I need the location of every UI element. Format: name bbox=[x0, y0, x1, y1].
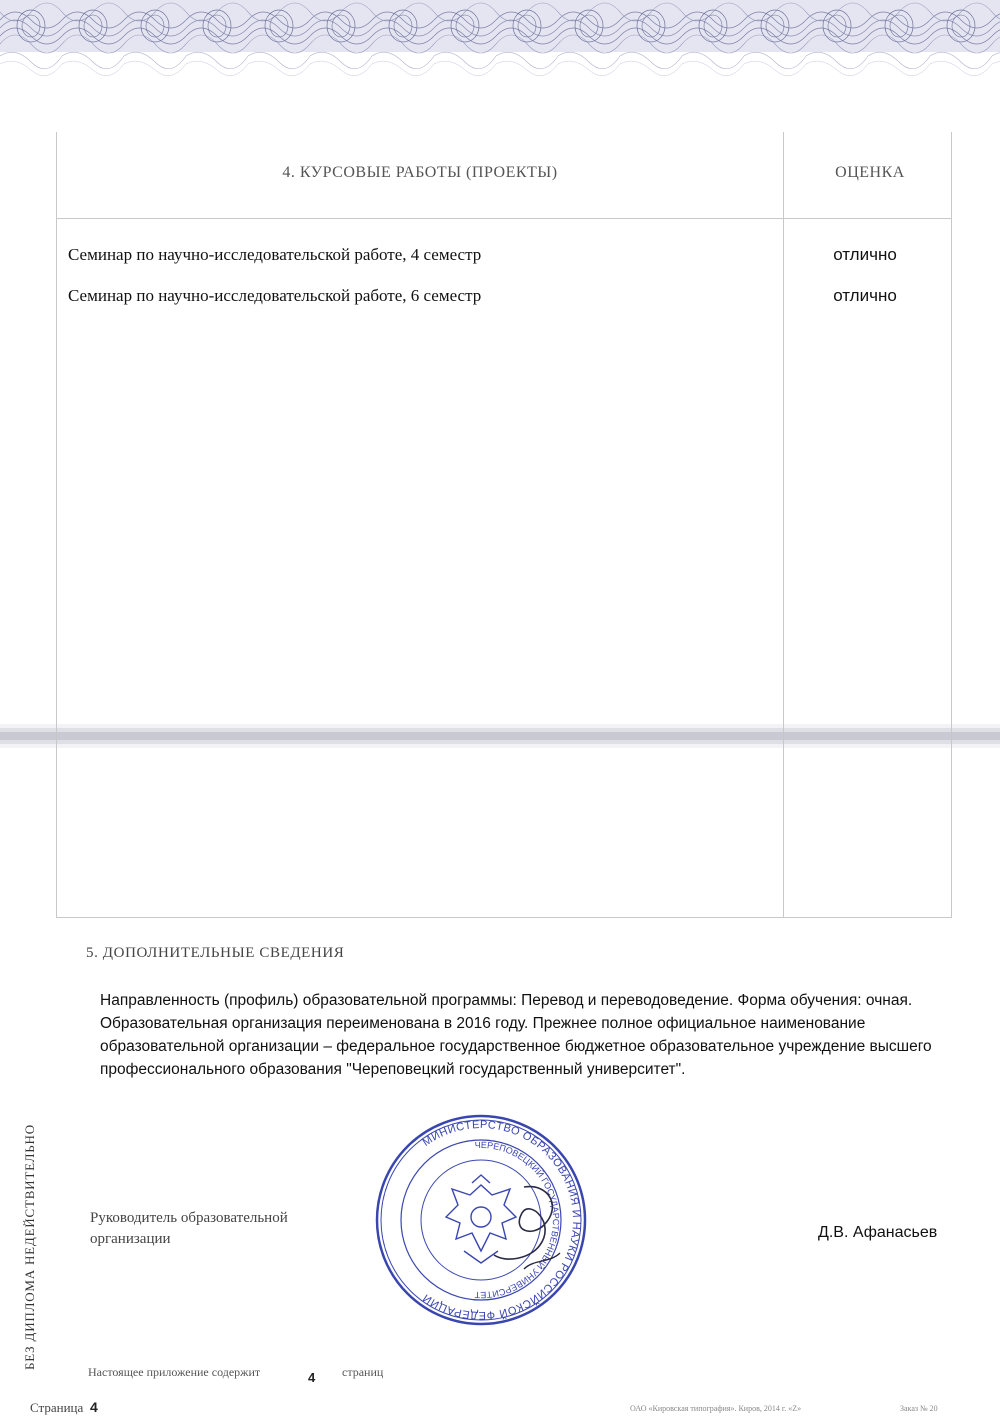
side-validity-note: БЕЗ ДИПЛОМА НЕДЕЙСТВИТЕЛЬНО bbox=[22, 1124, 37, 1370]
additional-info bbox=[100, 989, 950, 1081]
table-header-rule bbox=[56, 218, 952, 219]
table-header-grade: ОЦЕНКА bbox=[835, 164, 905, 181]
table-column-divider bbox=[783, 132, 784, 918]
info-paragraph-profile: Направленность (профиль) образовательной программы: Перевод и переводоведение. Форма обучения: очная. bbox=[100, 992, 913, 1009]
footer-contains-label: Настоящее приложение содержит bbox=[88, 1365, 261, 1379]
svg-text:МИНИСТЕРСТВО ОБРАЗОВАНИЯ И НАУ: МИНИСТЕРСТВО ОБРАЗОВАНИЯ И НАУКИ РОССИЙСКОЙ ФЕДЕРАЦИИ bbox=[420, 1118, 583, 1322]
page-number: 4 bbox=[90, 1399, 98, 1415]
info-paragraph-rename: Образовательная организация переименована в 2016 году. Прежнее полное официальное наименование образовательной организации – федеральное государственное бюджетное образовательное учреждение высшего профессионального образования "Череповецкий государственный университет". bbox=[100, 1015, 932, 1078]
footer-page-count: 4 bbox=[308, 1370, 316, 1385]
table-row-grade: отлично bbox=[833, 245, 897, 264]
guilloche-border bbox=[0, 0, 1000, 82]
printer-imprint: ОАО «Кировская типография». Киров, 2014 г. «Z» bbox=[630, 1404, 802, 1413]
table-row-name: Семинар по научно-исследовательской работе, 4 семестр bbox=[68, 245, 482, 264]
page-label: Страница bbox=[30, 1400, 84, 1415]
footer-pages-label: страниц bbox=[342, 1365, 384, 1379]
signature-label: Руководитель образовательной организации bbox=[90, 1210, 288, 1247]
table-row-name: Семинар по научно-исследовательской работе, 6 семестр bbox=[68, 286, 482, 305]
svg-text:ЧЕРЕПОВЕЦКИЙ ГОСУДАРСТВЕННЫЙ У: ЧЕРЕПОВЕЦКИЙ ГОСУДАРСТВЕННЫЙ УНИВЕРСИТЕТ bbox=[474, 1139, 562, 1301]
table-header-coursework: 4. КУРСОВЫЕ РАБОТЫ (ПРОЕКТЫ) bbox=[282, 164, 558, 181]
order-number: Заказ № 20 bbox=[900, 1404, 938, 1413]
table-row-grade: отлично bbox=[833, 286, 897, 305]
section-5-title: 5. ДОПОЛНИТЕЛЬНЫЕ СВЕДЕНИЯ bbox=[86, 945, 345, 961]
signatory-name: Д.В. Афанасьев bbox=[818, 1224, 938, 1241]
official-seal bbox=[374, 1113, 588, 1327]
